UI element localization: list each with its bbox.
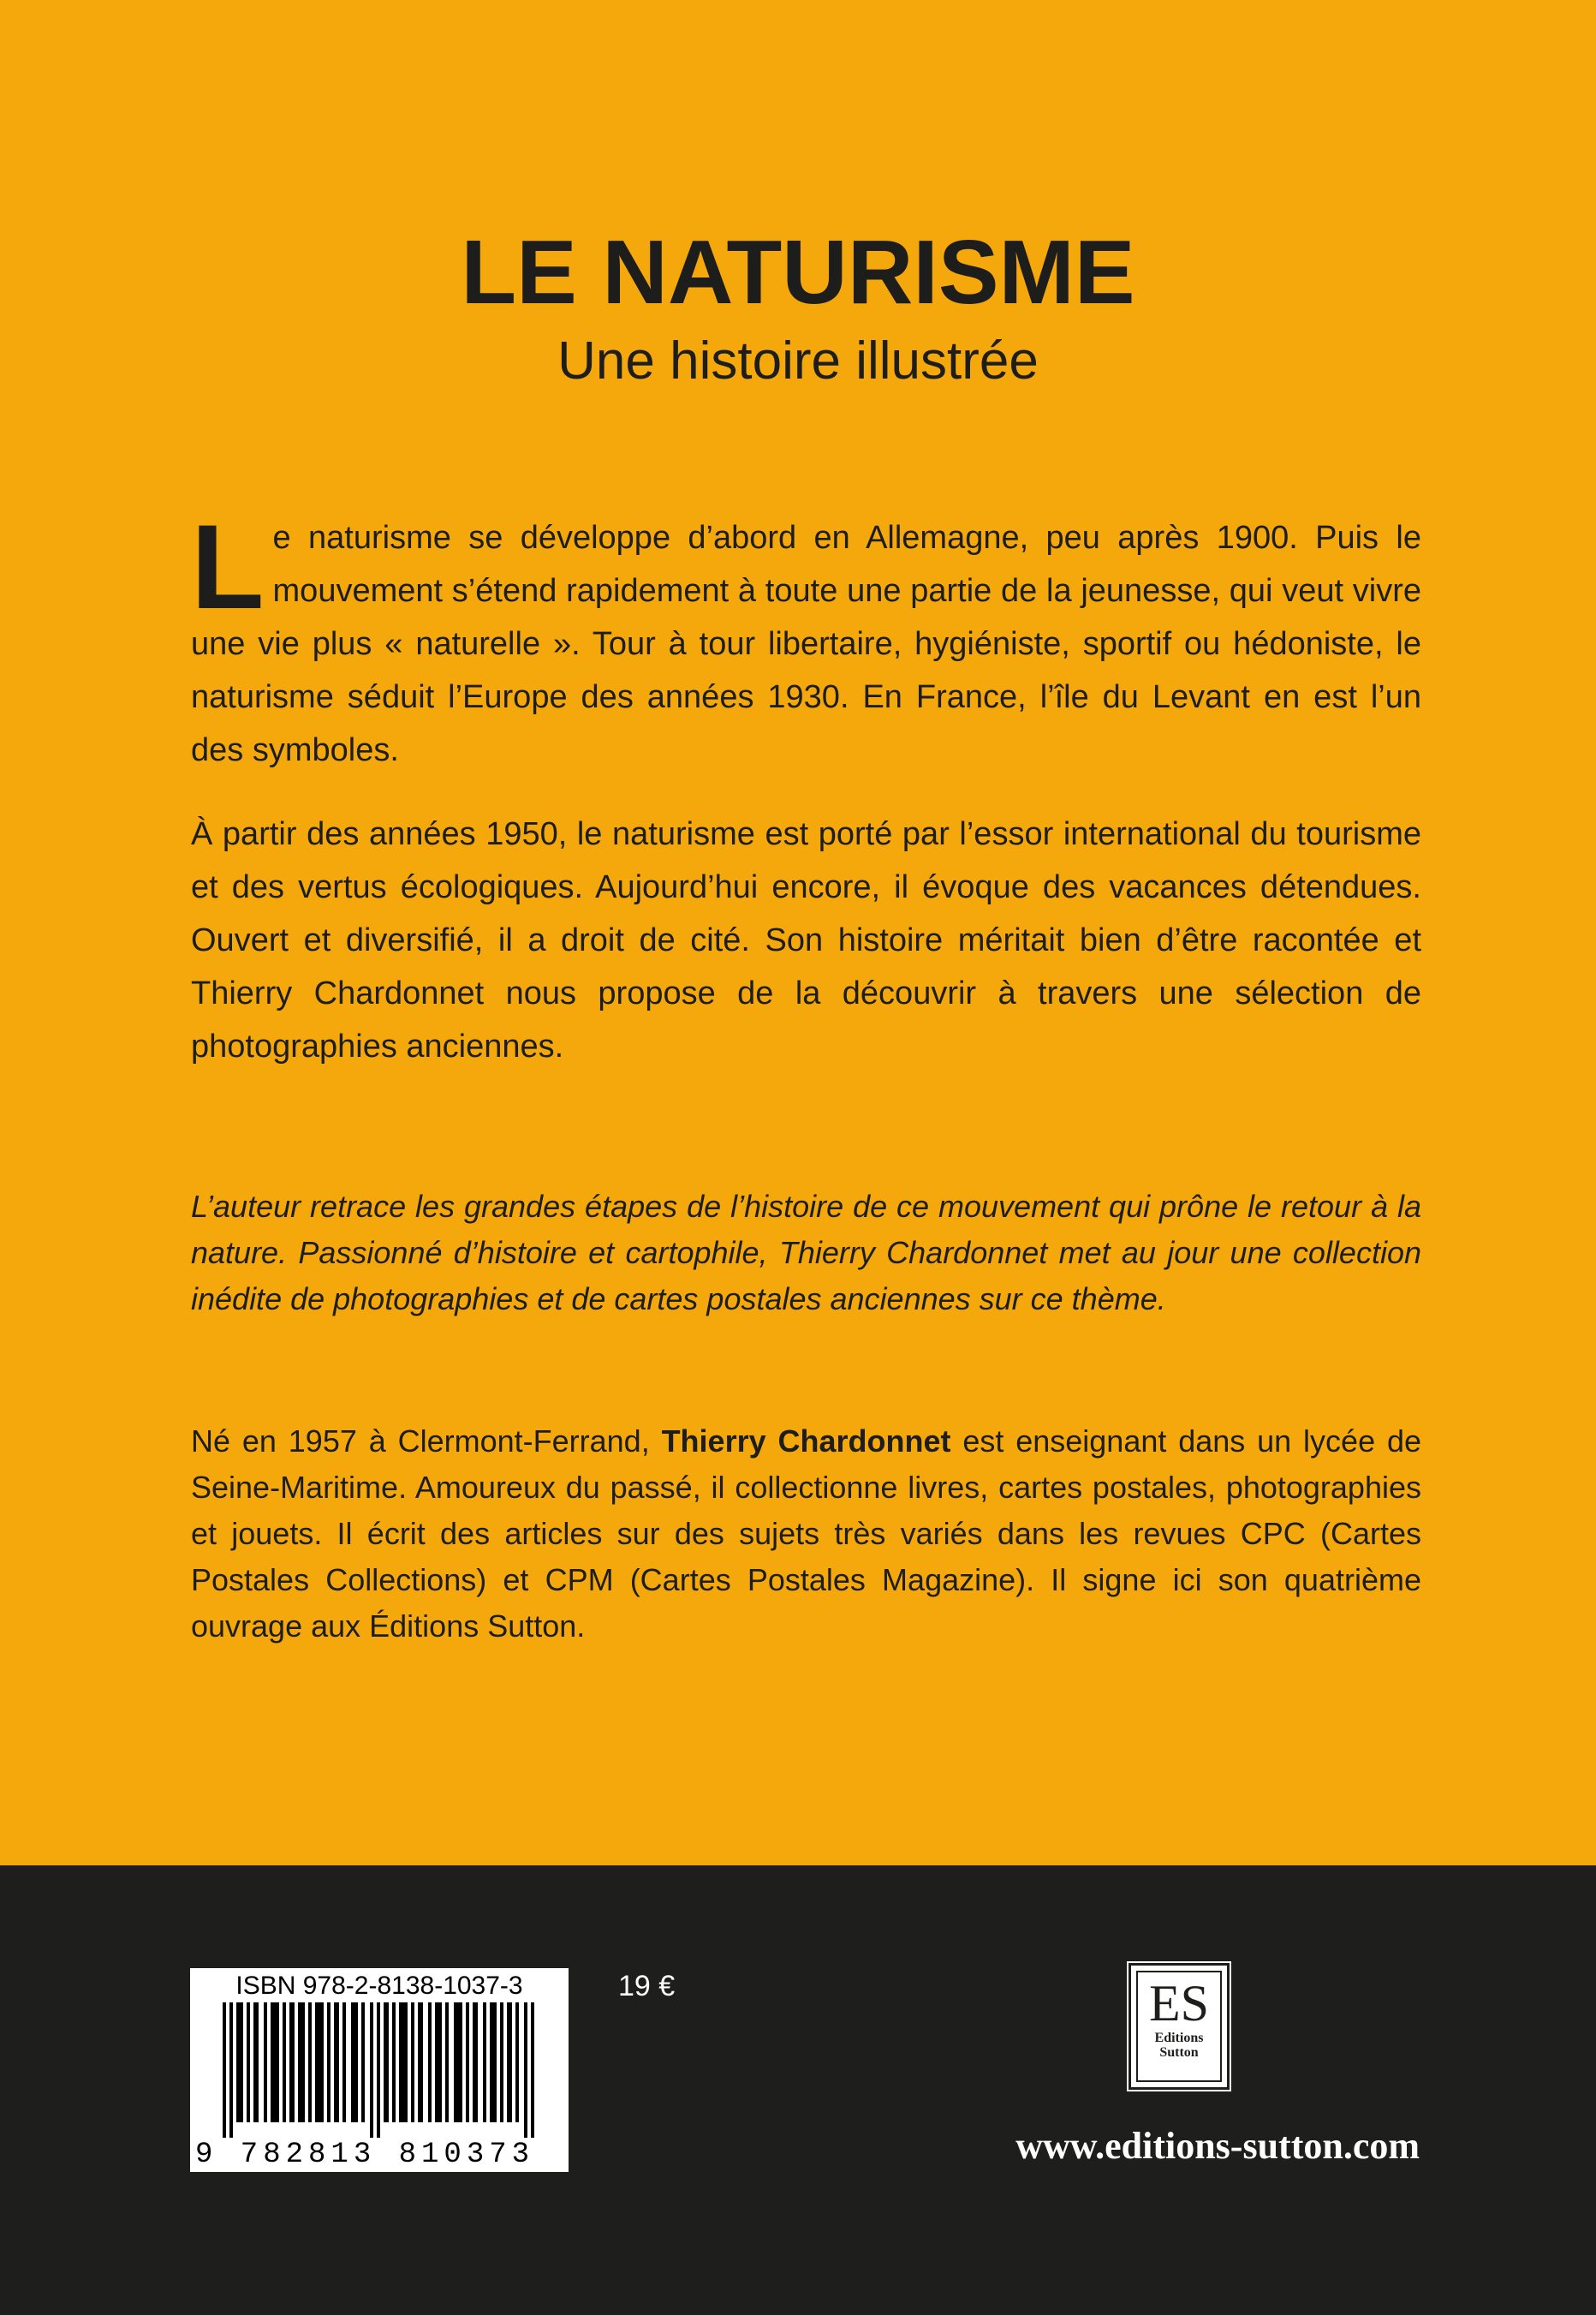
publisher-website: www.editions-sutton.com (1015, 2125, 1420, 2167)
bio-text-end: est enseignant dans un lycée de Seine-Maritime. Amoureux du passé, il collectionne livres, cartes postales, photographies et jouets. Il écrit des articles sur des sujets très variés dans les revues CPC (Cartes Postales Collections) et CPM (Cartes Postales Magazine). Il signe ici son quatrième ouvrage aux Éditions Sutton. (191, 1423, 1421, 1644)
isbn-text: ISBN 978-2-8138-1037-3 (235, 1972, 523, 2000)
logo-line-1: Editions (1154, 2031, 1204, 2045)
barcode-digits: 9 782813 810373 (195, 2139, 535, 2171)
bio-text-start: Né en 1957 à Clermont-Ferrand, (191, 1423, 662, 1459)
paragraph-3-text: L’auteur retrace les grandes étapes de l’histoire de ce mouvement qui prône le retour à la nature. Passionné d’histoire et cartophile, Thierry Chardonnet met au jour une collection inédite de photographies et de cartes postales anciennes sur ce thème. (191, 1189, 1421, 1316)
author-bio-paragraph (191, 1418, 1421, 1650)
author-summary-paragraph (191, 1184, 1421, 1322)
barcode-bars (197, 2002, 562, 2138)
book-title: LE NATURISME (461, 222, 1135, 323)
book-subtitle: Une histoire illustrée (557, 331, 1039, 391)
author-name: Thierry Chardonnet (661, 1423, 951, 1459)
paragraph-1-text: e naturisme se développe d’abord en Allemagne, peu après 1900. Puis le mouvement s’étend rapidement à toute une partie de la jeunesse, qui veut vivre une vie plus « naturelle ». Tour à tour libertaire, hygiéniste, sportif ou hédoniste, le naturisme séduit l’Europe des années 1930. En France, l’île du Levant en est l’un des symboles. (191, 520, 1421, 768)
isbn-barcode (190, 1968, 569, 2172)
logo-line-2: Sutton (1159, 2045, 1199, 2060)
paragraph-2-text: À partir des années 1950, le naturisme est porté par l’essor international du tourisme et des vertus écologiques. Aujourd’hui encore, il évoque des vacances détendues. Ouvert et diversifié, il a droit de cité. Son histoire méritait bien d’être racontée et Thierry Chardonnet nous propose de la découvrir à travers une sélection de photographies anciennes. (191, 816, 1421, 1065)
logo-monogram: ES (1148, 1975, 1210, 2032)
blurb-paragraph-1 (191, 499, 1421, 777)
blurb-paragraph-2 (191, 808, 1421, 1073)
price: 19 € (618, 1970, 676, 2002)
publisher-logo (1129, 1963, 1230, 2090)
drop-cap: L (191, 499, 265, 634)
